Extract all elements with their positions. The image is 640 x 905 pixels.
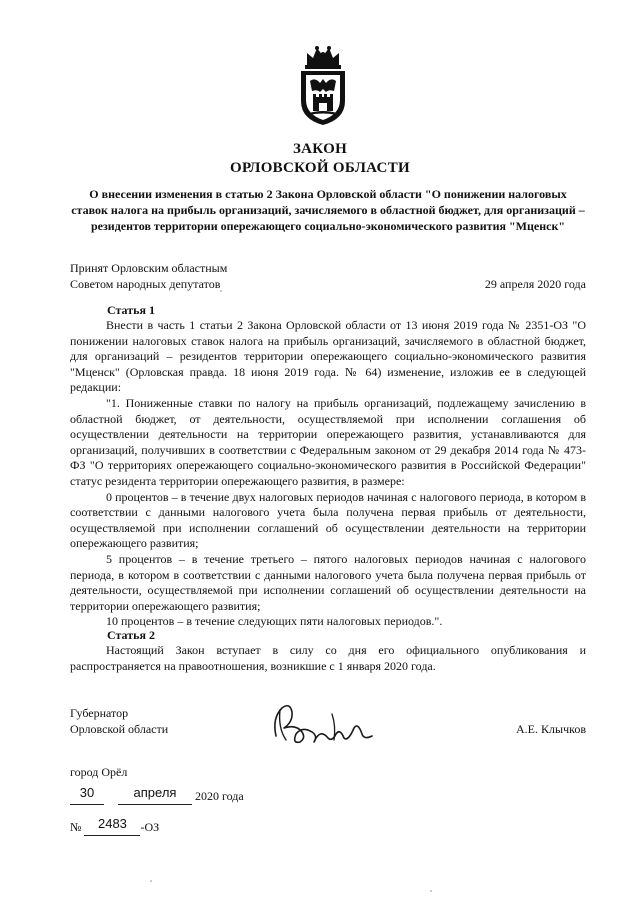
article-2-body — [70, 643, 586, 674]
signing-city: город Орёл — [70, 765, 128, 779]
article-1-body — [70, 318, 586, 630]
article-2-paragraph: Настоящий Закон вступает в силу со дня его официального опубликования и распространяется на правоотношения, возникшие с 1 января 2020 года. — [70, 643, 586, 673]
law-number — [70, 816, 160, 836]
scan-speck — [430, 890, 432, 892]
signing-month-field — [118, 785, 192, 805]
signing-month: апреля — [133, 785, 177, 800]
signatory-title-line-2: Орловской области — [70, 722, 169, 736]
handwritten-signature-icon — [262, 698, 382, 750]
law-subject: О внесении изменения в статью 2 Закона Орловской области "О понижении налоговых ставок налога на прибыль организаций, зачисляемого в областной бюджет, для организаций – резидентов территории опережающего социально-экономического развития "Мценск" — [71, 187, 585, 233]
article-1-paragraph: 10 процентов – в течение следующих пяти налоговых периодов.". — [106, 614, 443, 629]
region-title: ОРЛОВСКОЙ ОБЛАСТИ — [230, 160, 410, 176]
signing-day-field — [70, 785, 104, 805]
oryol-region-coat-of-arms-icon — [293, 45, 353, 127]
law-number-prefix: № — [70, 820, 82, 834]
law-number-value: 2483 — [97, 816, 127, 831]
article-1-paragraph: "1. Пониженные ставки по налогу на прибыль организаций, подлежащему зачислению в областной бюджет, от деятельности, осуществляемой при исполнении соглашения об осуществлении деятельности на территории опережающего развития, устанавливаются для организаций, получивших в соответствии с Федеральным законом от 29 декабря 2014 года № 473-ФЗ "О территориях опережающего социально-экономического развития в Российской Федерации" статус резидента территории опережающего развития, в размере: — [70, 395, 586, 488]
adoption-authority — [70, 260, 227, 292]
signing-day: 30 — [79, 785, 95, 800]
article-1-paragraph: 5 процентов – в течение третьего – пятого налоговых периодов начиная с налогового периода, в котором в соответствии с данными налогового учета была получена первая прибыль от деятельности, осуществляемой при исполнении соглашений об осуществлении деятельности на территории опережающего развития; — [70, 551, 586, 613]
scan-speck — [220, 290, 222, 292]
article-1-paragraph: 0 процентов – в течение двух налоговых периодов начиная с налогового периода, в котором в соответствии с данными налогового учета была получена первая прибыль от деятельности, осуществляемой при исполнении соглашений об осуществлении деятельности на территории опережающего развития; — [70, 489, 586, 551]
adoption-date: 29 апреля 2020 года — [484, 277, 586, 291]
article-1-heading: Статья 1 — [107, 303, 155, 317]
law-number-suffix: -ОЗ — [140, 820, 160, 834]
law-number-field — [84, 816, 140, 836]
article-1-paragraph: Внести в часть 1 статьи 2 Закона Орловской области от 13 июня 2019 года № 2351-ОЗ "О понижении налоговых ставок налога на прибыль организаций, зачисляемого в областной бюджет, для организаций – резидентов территории опережающего социально-экономического развития "Мценск" (Орловская правда. 18 июня 2019 года. № 64) изменение, изложив ее в следующей редакции: — [70, 318, 586, 395]
signatory-title — [70, 705, 168, 737]
signatory-name: А.Е. Клычков — [516, 722, 586, 736]
article-2-heading: Статья 2 — [107, 628, 155, 642]
adoption-line-1: Принят Орловским областным — [70, 261, 228, 275]
signatory-title-line-1: Губернатор — [70, 706, 129, 720]
signing-year: 2020 года — [195, 789, 244, 803]
adoption-line-2: Советом народных депутатов — [70, 277, 221, 291]
law-label: ЗАКОН — [292, 141, 348, 157]
signing-date — [70, 785, 244, 810]
scan-speck — [150, 880, 152, 882]
